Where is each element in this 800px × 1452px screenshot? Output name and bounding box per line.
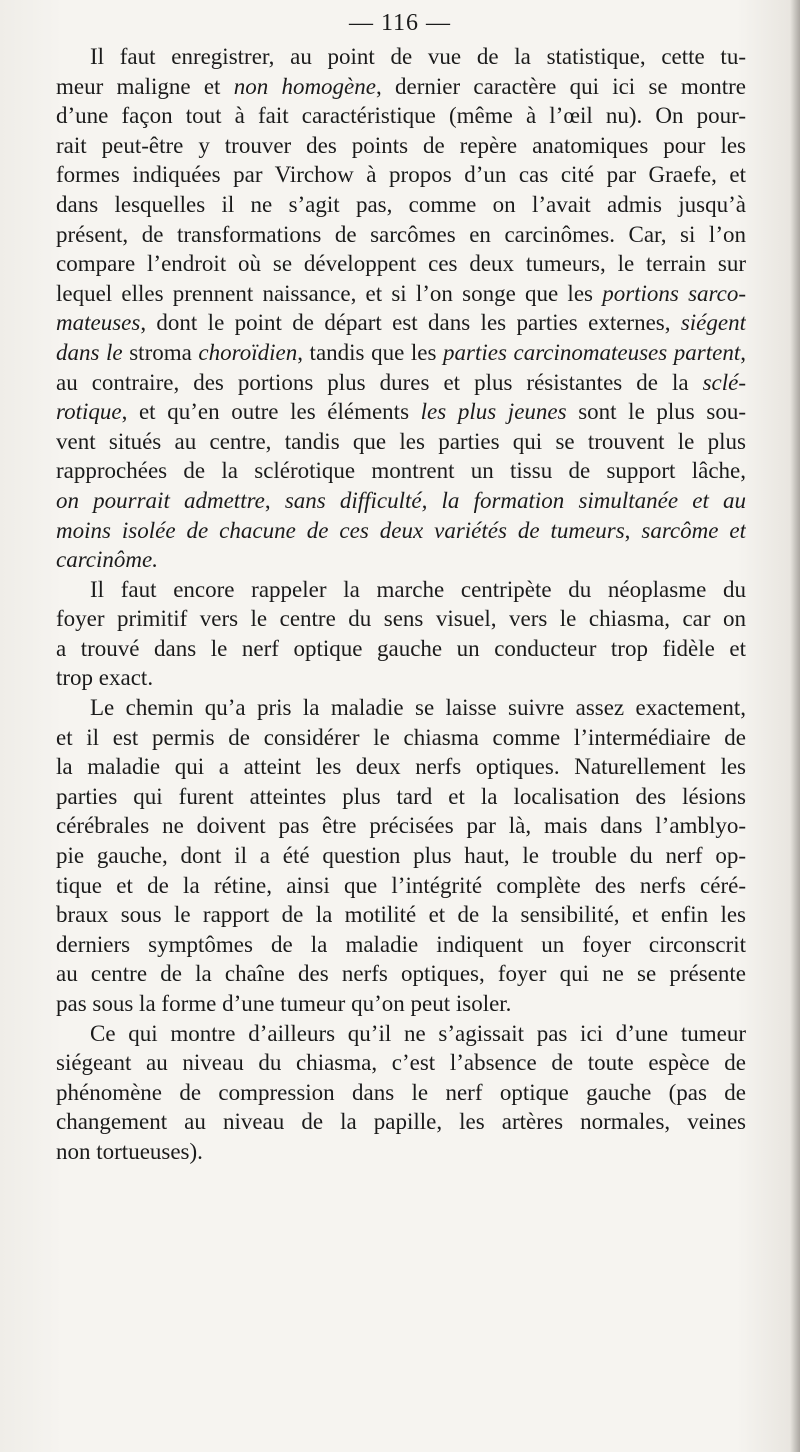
italic-text: sarcôme et: [641, 517, 746, 543]
text-run: Il faut encore rappeler la marche centripète du néoplasme du: [90, 576, 746, 602]
text-run: la maladie qui a atteint les deux nerfs optiques. Naturellement les: [56, 754, 746, 780]
text-run: siégeant au niveau du chiasma, c’est l’absence de toute espèce de: [56, 1050, 746, 1076]
text-run: trop exact.: [56, 665, 154, 691]
text-line: [56, 249, 746, 279]
italic-text: parties carcinomateuses partent: [443, 339, 741, 365]
text-run: ,: [740, 339, 746, 365]
text-line: [56, 545, 746, 575]
italic-text: sans difficulté, la formation simultanée et au: [284, 487, 746, 513]
text-run: phénomène de compression dans le nerf optique gauche (pas de: [56, 1079, 746, 1105]
text-line: [56, 930, 746, 960]
text-run: rapprochées de la sclérotique montrent un tissu de support lâche,: [56, 458, 746, 484]
text-line: [56, 575, 746, 605]
text-run: Ce qui montre d’ailleurs qu’il ne s’agissait pas ici d’une tumeur: [90, 1020, 746, 1046]
text-line: [56, 220, 746, 250]
text-line: [56, 1107, 746, 1137]
text-run: d’une façon tout à fait caractéristique (même à l’œil nu). On pour-: [56, 103, 746, 129]
text-run: Le chemin qu’a pris la maladie se laisse suivre assez exactement,: [90, 695, 746, 721]
text-run: dans lesquelles il ne s’agit pas, comme on l’avait admis jusqu’à: [56, 191, 746, 217]
text-run: lequel elles prennent naissance, et si l’on songe que les: [56, 280, 603, 306]
italic-text: sclé-: [702, 369, 746, 395]
text-run: au contraire, des portions plus dures et plus résistantes de la: [56, 369, 703, 395]
text-line: [56, 663, 746, 693]
text-line: [56, 1078, 746, 1108]
text-run: braux sous le rapport de la motilité et de la sensibilité, et enfin les: [56, 902, 746, 928]
text-line: [56, 308, 746, 338]
text-run: , dernier caractère qui ici se montre: [375, 73, 746, 99]
text-line: [56, 516, 746, 546]
text-run: compare l’endroit où se développent ces deux tumeurs, le terrain sur: [56, 251, 746, 277]
text-line: [56, 131, 746, 161]
italic-text: mateuses: [56, 310, 141, 336]
text-run: parties qui furent atteintes plus tard et la localisation des lésions: [56, 783, 746, 809]
text-run: ,: [264, 487, 285, 513]
text-line: [56, 841, 746, 871]
paragraph: [56, 1019, 746, 1167]
text-line: [56, 397, 746, 427]
text-line: [56, 752, 746, 782]
text-line: [56, 160, 746, 190]
text-run: derniers symptômes de la maladie indiquent un foyer circonscrit: [56, 931, 746, 957]
italic-text: rotique: [56, 399, 122, 425]
text-line: [56, 486, 746, 516]
text-line: [56, 811, 746, 841]
italic-text: les plus jeunes: [420, 399, 567, 425]
text-run: et il est permis de considérer le chiasma comme l’intermédiaire de: [56, 724, 746, 750]
italic-text: siégent: [680, 310, 746, 336]
text-run: rait peut-être y trouver des points de repère anatomiques pour les: [56, 132, 746, 158]
text-run: ,: [624, 517, 642, 543]
italic-text: carcinôme.: [56, 547, 158, 573]
text-line: [56, 1019, 746, 1049]
text-run: pie gauche, dont il a été question plus haut, le trouble du nerf op-: [56, 843, 746, 869]
text-line: [56, 456, 746, 486]
text-line: [56, 42, 746, 72]
text-line: [56, 1048, 746, 1078]
text-run: , dont le point de départ est dans les parties externes,: [140, 310, 681, 336]
page-edge-shadow: [790, 0, 800, 1452]
text-line: [56, 1137, 746, 1167]
text-run: changement au niveau de la papille, les artères normales, veines: [56, 1109, 746, 1135]
text-line: [56, 634, 746, 664]
text-run: au centre de la chaîne des nerfs optiques, foyer qui ne se présente: [56, 961, 746, 987]
text-run: présent, de transformations de sarcômes en carcinômes. Car, si l’on: [56, 221, 746, 247]
paragraph: [56, 42, 746, 575]
text-line: [56, 989, 746, 1019]
italic-text: choroïdien: [198, 339, 298, 365]
text-line: [56, 693, 746, 723]
text-run: tique et de la rétine, ainsi que l’intégrité complète des nerfs céré-: [56, 872, 746, 898]
text-run: vent situés au centre, tandis que les parties qui se trouvent le plus: [56, 428, 746, 454]
text-run: cérébrales ne doivent pas être précisées par là, mais dans l’amblyo-: [56, 813, 746, 839]
text-line: [56, 900, 746, 930]
italic-text: moins isolée de chacune de ces deux variétés de tumeurs: [56, 517, 625, 543]
text-line: [56, 368, 746, 398]
text-run: sont le plus sou-: [566, 399, 746, 425]
text-line: [56, 782, 746, 812]
text-run: stroma: [122, 339, 199, 365]
text-run: pas sous la forme d’une tumeur qu’on peut isoler.: [56, 991, 512, 1016]
text-line: [56, 101, 746, 131]
text-run: meur maligne et: [56, 73, 234, 99]
text-line: [56, 190, 746, 220]
text-line: [56, 279, 746, 309]
paragraph: [56, 693, 746, 1019]
italic-text: on pourrait admettre: [56, 487, 265, 513]
text-line: [56, 72, 746, 102]
text-line: [56, 871, 746, 901]
text-run: formes indiquées par Virchow à propos d’un cas cité par Graefe, et: [56, 162, 746, 188]
page-number: — 116 —: [348, 10, 452, 36]
italic-text: portions sarco-: [602, 280, 746, 306]
text-line: [56, 723, 746, 753]
paragraph: [56, 575, 746, 693]
text-line: [56, 338, 746, 368]
text-run: foyer primitif vers le centre du sens visuel, vers le chiasma, car on: [56, 606, 746, 632]
text-line: [56, 959, 746, 989]
text-line: [56, 604, 746, 634]
text-run: , tandis que les: [297, 339, 444, 365]
text-run: Il faut enregistrer, au point de vue de la statistique, cette tu-: [90, 44, 746, 69]
text-run: , et qu’en outre les éléments: [121, 399, 421, 425]
text-run: a trouvé dans le nerf optique gauche un conducteur trop fidèle et: [56, 635, 746, 661]
text-run: non tortueuses).: [56, 1138, 203, 1164]
text-line: [56, 427, 746, 457]
italic-text: dans le: [56, 339, 123, 365]
italic-text: non homogène: [233, 73, 376, 99]
body-text: [56, 42, 746, 1167]
